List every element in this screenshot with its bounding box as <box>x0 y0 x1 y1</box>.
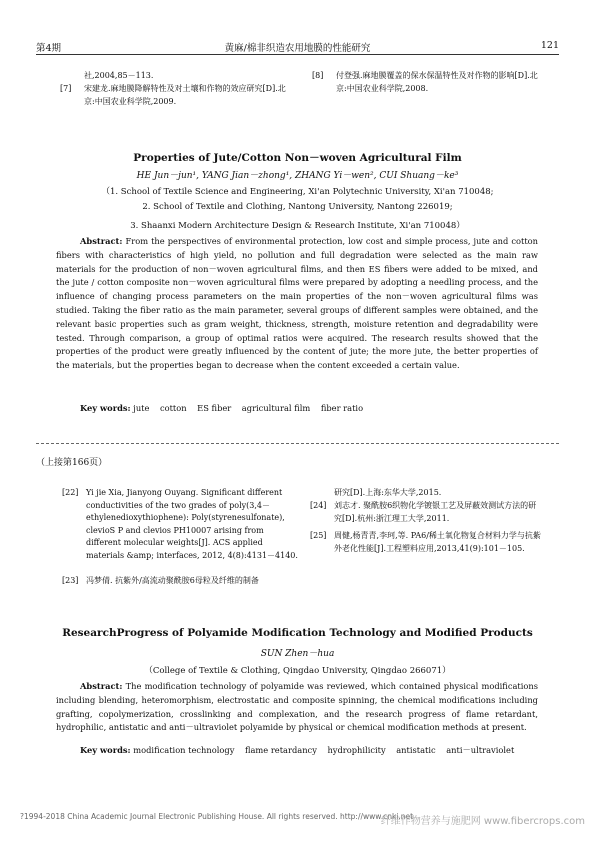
reference-7: [7] 宋建龙.麻地膜降解特性及对土壤和作物的效应研究[D].北京:中国农业科学院,2009. <box>60 84 286 106</box>
article-title-1: Properties of Jute/Cotton Non－woven Agricultural Film <box>133 152 462 164</box>
keywords-text: jute cotton ES fiber agricultural film fiber ratio <box>133 403 364 413</box>
page-number: 121 <box>540 40 559 51</box>
affiliation-line-3: 3. Shaanxi Modern Architecture Design & Research Institute, Xi'an 710048） <box>130 221 465 231</box>
reference-23-continued: 研究[D].上海:东华大学,2015. <box>334 488 442 497</box>
abstract-text: The modification technology of polyamide was reviewed, which contained physical modifications including blending, heteromorphism, electrostatic and composite spinning, the chemical modifications including grafting, copolymerization, crosslinking and complexation, and the research progress of flame retardant, hydrophilic, antistatic and anti－ultraviolet polyamide by physical or chemical modification methods at present. <box>56 681 538 733</box>
abstract-label: Abstract: <box>80 681 123 691</box>
continued-from-note: （上接第166页） <box>36 458 108 468</box>
reference-23: [23] 冯梦倩. 抗紫外/高流动聚酰胺6母粒及纤维的制备 <box>62 576 259 585</box>
copyright-footer: ?1994-2018 China Academic Journal Electronic Publishing House. All rights reserved. http://www.cnki.net <box>20 812 414 821</box>
reference-24: [24] 刘志才. 聚酰胺6织物化学镀银工艺及屏蔽效测试方法的研究[D].杭州:浙江理工大学,2011. <box>310 501 537 523</box>
reference-continued: 社,2004,85－113. <box>84 71 154 80</box>
affiliation-line-1: （1. School of Textile Science and Engineering, Xi'an Polytechnic University, Xi'an 710048; <box>101 187 494 197</box>
affiliation-line-2-1: （College of Textile & Clothing, Qingdao University, Qingdao 266071） <box>144 666 451 676</box>
article-authors-2: SUN Zhen－hua <box>260 649 335 659</box>
keywords-2 <box>80 744 514 756</box>
keywords-text: modification technology flame retardancy hydrophilicity antistatic anti－ultraviolet <box>133 745 515 755</box>
section-divider <box>36 443 559 444</box>
abstract-text: From the perspectives of environmental protection, low cost and simple process, jute and cotton fibers with characteristics of high yield, no pollution and full degradation were selected as the main raw materials for the production of non－woven agricultural films, and then ES fibers were added to be mixed, and the jute / cotton composite non－woven agricultural films were prepared by adopting a needling process, and the influence of changing process parameters on the main properties of the non－woven agricultural films was studied. Taking the fiber ratio as the main parameter, several groups of different samples were obtained, and the relevant basic properties such as gram weight, thickness, strength, moisture retention and degradability were tested. Through comparison, a group of optimal ratios were acquired. The research results showed that the properties of the product were greatly influenced by the content of jute; the more jute, the better properties of the materials, but the properties began to decrease when the content exceeded a certain value. <box>56 236 539 371</box>
keywords-1 <box>80 403 363 413</box>
abstract-2 <box>56 680 538 735</box>
article-authors-1: HE Jun－jun¹, YANG Jian－zhong¹, ZHANG Yi－wen², CUI Shuang－ke³ <box>136 171 459 181</box>
affiliation-line-2: 2. School of Textile and Clothing, Nantong University, Nantong 226019; <box>142 202 453 212</box>
reference-8: [8] 付登强.麻地膜覆盖的保水保温特性及对作物的影响[D].北京:中国农业科学院,2008. <box>312 71 538 93</box>
article-title-2: ResearchProgress of Polyamide Modification Technology and Modified Products <box>62 627 533 639</box>
reference-25: [25] 周健,杨青青,李珂,等. PA6/稀土氧化物复合材料力学与抗紫外老化性能[J].工程塑料应用,2013,41(9):101－105. <box>310 531 541 553</box>
issue-number: 第4期 <box>36 43 62 54</box>
running-header <box>36 38 559 55</box>
reference-22: [22] Yi jie Xia, Jianyong Ouyang. Significant different conductivities of the two grades of poly(3,4－ethylenedioxythiophene): Poly(styrenesulfonate), clevioS P and clevios PH10007 arising from different molecular weights[J]. ACS applied materials &amp; interfaces, 2012, 4(8):4131－4140. <box>62 488 298 560</box>
running-title: 黄麻/棉非织造农用地膜的性能研究 <box>224 43 371 54</box>
watermark: 纤维作物营养与施肥网 www.fibercrops.com <box>380 816 585 827</box>
abstract-label: Abstract: <box>80 236 123 246</box>
keywords-label: Key words: <box>80 745 131 755</box>
abstract-1 <box>56 235 538 373</box>
keywords-label: Key words: <box>80 403 131 413</box>
